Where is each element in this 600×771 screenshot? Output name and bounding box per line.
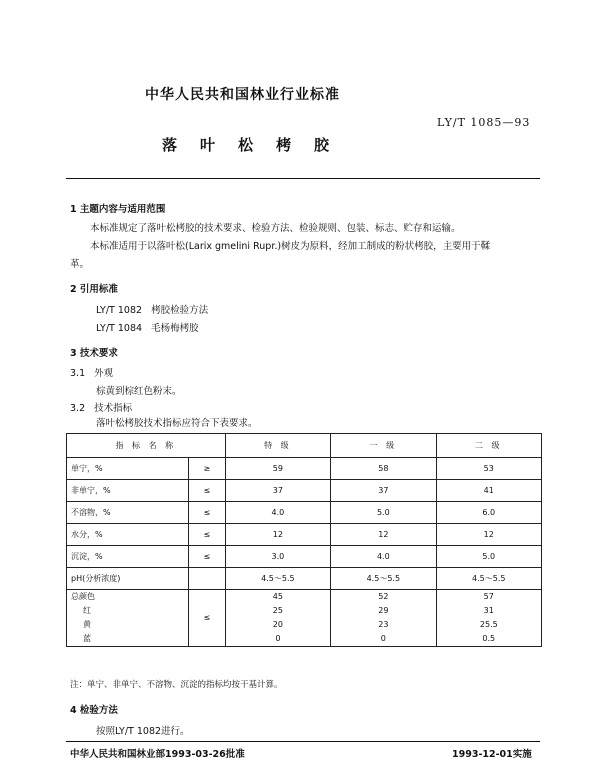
- color-name: 总颜色: [71, 592, 95, 601]
- table-header-row: [67, 434, 542, 458]
- row-symbol: ≤: [189, 502, 226, 524]
- row-value: 4.0: [225, 502, 330, 524]
- section-3-1-heading: 3.1 外观: [70, 368, 114, 379]
- reference-1: LY/T 1082 栲胶检验方法: [96, 305, 209, 316]
- row-value: 12: [225, 524, 330, 546]
- document-title: 落叶松栲胶: [162, 136, 353, 154]
- header-grade-special: 特 级: [225, 434, 330, 458]
- color-name: 红: [83, 606, 91, 615]
- row-symbol: ≤: [189, 524, 226, 546]
- approval-info: 中华人民共和国林业部1993-03-26批准: [70, 749, 245, 760]
- section-4-text: 按照LY/T 1082进行。: [96, 726, 190, 737]
- color-values-special: 45 25 20 0: [225, 590, 330, 647]
- table-row-color: [67, 590, 542, 647]
- header-grade-first: 一 级: [331, 434, 436, 458]
- section-2-heading: 2 引用标准: [70, 284, 118, 295]
- row-value: 5.0: [331, 502, 436, 524]
- table-row: [67, 568, 542, 590]
- row-symbol: [189, 568, 226, 590]
- table-row: [67, 524, 542, 546]
- standard-organization: 中华人民共和国林业行业标准: [145, 87, 340, 103]
- row-value: 4.5～5.5: [331, 568, 436, 590]
- row-value: 37: [225, 480, 330, 502]
- row-name: 非单宁，%: [67, 480, 189, 502]
- footer-rule: [66, 741, 540, 742]
- table-row: [67, 458, 542, 480]
- row-value: 5.0: [436, 546, 541, 568]
- table-row: [67, 546, 542, 568]
- row-value: 6.0: [436, 502, 541, 524]
- color-values-second: 57 31 25.5 0.5: [436, 590, 541, 647]
- header-index-name: 指 标 名 称: [67, 434, 226, 458]
- section-1-para-1: 本标准规定了落叶松栲胶的技术要求、检验方法、检验规则、包装、标志、贮存和运输。: [90, 223, 461, 234]
- section-4-heading: 4 检验方法: [70, 705, 118, 716]
- header-rule: [66, 178, 540, 179]
- section-1-heading: 1 主题内容与适用范围: [70, 204, 166, 215]
- row-value: 59: [225, 458, 330, 480]
- section-3-2-text: 落叶松栲胶技术指标应符合下表要求。: [96, 418, 258, 429]
- row-name: 不溶物，%: [67, 502, 189, 524]
- row-value: 4.0: [331, 546, 436, 568]
- table-note: 注：单宁、非单宁、不溶物、沉淀的指标均按干基计算。: [70, 680, 283, 690]
- section-3-heading: 3 技术要求: [70, 348, 118, 359]
- row-value: 4.5～5.5: [436, 568, 541, 590]
- row-name: pH(分析浓度): [67, 568, 189, 590]
- effective-date: 1993-12-01实施: [452, 749, 532, 760]
- row-name: 水分，%: [67, 524, 189, 546]
- table-row: [67, 480, 542, 502]
- standard-code: LY/T 1085—93: [437, 116, 531, 129]
- appearance-text: 棕黄到棕红色粉末。: [96, 386, 182, 397]
- row-value: 12: [331, 524, 436, 546]
- row-value: 3.0: [225, 546, 330, 568]
- row-symbol: ≤: [189, 480, 226, 502]
- color-names: [67, 590, 189, 647]
- row-symbol: ≤: [189, 546, 226, 568]
- row-name: 沉淀，%: [67, 546, 189, 568]
- technical-index-table: [66, 433, 542, 647]
- color-values-first: 52 29 23 0: [331, 590, 436, 647]
- row-name: 单宁，%: [67, 458, 189, 480]
- header-grade-second: 二 级: [436, 434, 541, 458]
- color-name: 蓝: [83, 634, 91, 643]
- row-value: 4.5～5.5: [225, 568, 330, 590]
- row-value: 37: [331, 480, 436, 502]
- table-row: [67, 502, 542, 524]
- color-name: 黄: [83, 620, 91, 629]
- row-value: 41: [436, 480, 541, 502]
- section-1-para-2-cont: 革。: [70, 259, 90, 270]
- row-symbol: ≥: [189, 458, 226, 480]
- section-3-2-heading: 3.2 技术指标: [70, 403, 133, 414]
- row-value: 53: [436, 458, 541, 480]
- section-1-para-2: 本标准适用于以落叶松(Larix gmelini Rupr.)树皮为原料，经加工制成的粉状栲胶，主要用于鞣: [90, 241, 491, 252]
- row-value: 12: [436, 524, 541, 546]
- row-symbol: ≤: [189, 590, 226, 647]
- row-value: 58: [331, 458, 436, 480]
- reference-2: LY/T 1084 毛杨梅栲胶: [96, 323, 199, 334]
